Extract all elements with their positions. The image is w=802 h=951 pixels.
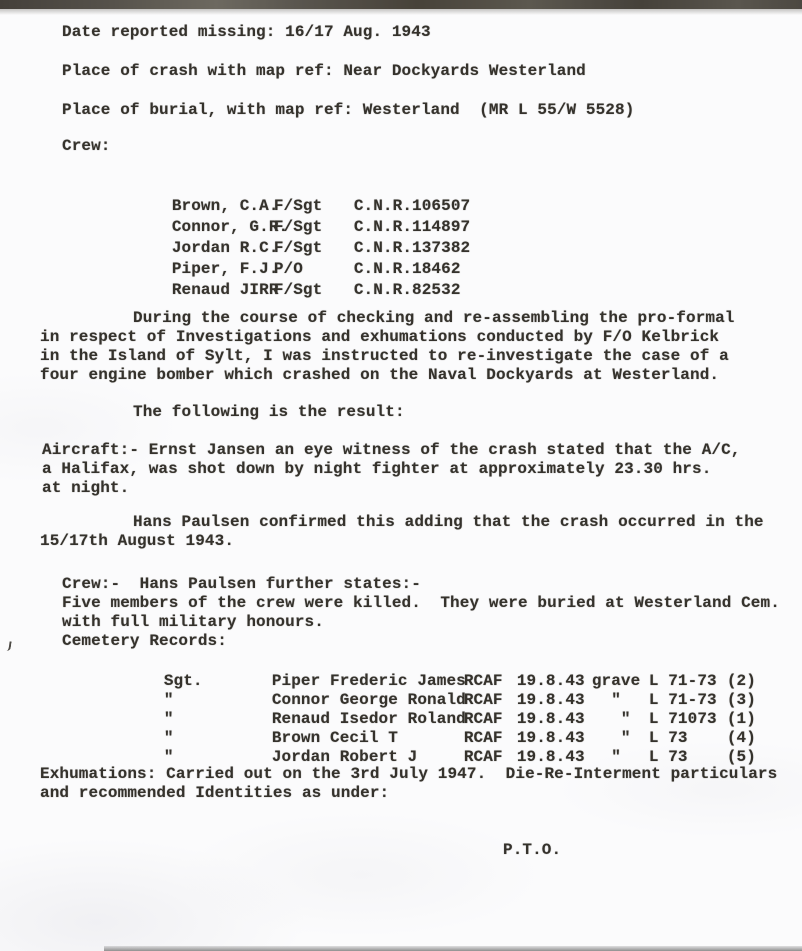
paragraph-crew-statement-line: with full military honours.: [62, 613, 324, 631]
record-date: 19.8.43: [516, 748, 585, 766]
record-rank: ": [163, 691, 174, 709]
paragraph-exhumations-line: Exhumations: Carried out on the 3rd July 1947. Die-Re-Interment particulars: [40, 765, 778, 783]
record-grave-ref: L 73: [648, 729, 688, 747]
crew-name: Jordan R.C.: [171, 239, 279, 257]
crew-service-number: C.N.R.106507: [353, 197, 471, 215]
crew-service-number: C.N.R.114897: [353, 218, 471, 236]
crew-name: Renaud JIRR: [171, 281, 279, 299]
paragraph-crew-statement-line: Five members of the crew were killed. They were buried at Westerland Cem.: [62, 594, 780, 612]
record-rank: Sgt.: [163, 672, 203, 690]
paragraph-aircraft-line: Aircraft:- Ernst Jansen an eye witness of the crash stated that the A/C,: [42, 441, 741, 459]
paragraph-crew-statement-line: Crew:- Hans Paulsen further states:-: [62, 575, 421, 593]
record-name: Connor George Ronald: [271, 691, 466, 709]
crew-heading: Crew:: [62, 137, 111, 155]
record-force: RCAF: [463, 691, 503, 709]
paragraph-checking-line: During the course of checking and re-assembling the pro-formal: [133, 309, 735, 327]
record-rank: ": [163, 748, 174, 766]
crew-rank: F/Sgt: [273, 218, 323, 236]
record-force: RCAF: [463, 748, 503, 766]
field-place-of-burial: Place of burial, with map ref: Westerland (MR L 55/W 5528): [62, 101, 635, 119]
record-grave-ref: L 71-73: [648, 672, 717, 690]
crew-rank: F/Sgt: [273, 239, 323, 257]
record-date: 19.8.43: [516, 710, 585, 728]
crew-rank: F/Sgt: [273, 197, 323, 215]
record-name: Brown Cecil T: [271, 729, 398, 747]
crew-name: Piper, F.J.: [171, 260, 279, 278]
paragraph-paulsen-line: Hans Paulsen confirmed this adding that the crash occurred in the: [133, 513, 764, 531]
record-name: Jordan Robert J: [271, 748, 418, 766]
cemetery-records-heading: Cemetery Records:: [62, 632, 227, 650]
record-rank: ": [163, 710, 174, 728]
record-name: Renaud Isedor Roland: [271, 710, 466, 728]
paragraph-checking-line: in the Island of Sylt, I was instructed to re-investigate the case of a: [40, 347, 729, 365]
record-sequence: (4): [726, 729, 756, 747]
paragraph-aircraft-line: at night.: [42, 479, 130, 497]
record-force: RCAF: [463, 672, 503, 690]
crew-service-number: C.N.R.18462: [353, 260, 461, 278]
record-grave-word: ": [591, 748, 621, 766]
record-grave-word: ": [591, 729, 631, 747]
record-grave-word: ": [591, 710, 631, 728]
record-grave-word: grave: [591, 672, 641, 690]
record-sequence: (5): [726, 748, 756, 766]
record-date: 19.8.43: [516, 691, 585, 709]
crew-rank: P/O: [273, 260, 303, 278]
crew-service-number: C.N.R.137382: [353, 239, 471, 257]
record-date: 19.8.43: [516, 729, 585, 747]
crew-service-number: C.N.R.82532: [353, 281, 461, 299]
record-grave-ref: L 71-73: [648, 691, 717, 709]
record-grave-ref: L 73: [648, 748, 688, 766]
field-place-of-crash: Place of crash with map ref: Near Dockyards Westerland: [62, 62, 586, 80]
record-force: RCAF: [463, 729, 503, 747]
paragraph-aircraft-line: a Halifax, was shot down by night fighter at approximately 23.30 hrs.: [42, 460, 712, 478]
record-sequence: (3): [726, 691, 756, 709]
scan-edge-bottom: [104, 946, 802, 951]
paragraph-exhumations-line: and recommended Identities as under:: [40, 784, 390, 802]
crew-rank: F/Sgt: [273, 281, 323, 299]
paragraph-checking-line: in respect of Investigations and exhumations conducted by F/O Kelbrick: [40, 328, 720, 346]
paragraph-checking-line: four engine bomber which crashed on the Naval Dockyards at Westerland.: [40, 366, 720, 384]
record-sequence: (2): [726, 672, 756, 690]
crew-name: Connor, G.R.: [171, 218, 289, 236]
record-grave-word: ": [591, 691, 621, 709]
scan-edge-top: [0, 0, 802, 9]
scan-ink-speck: [4, 641, 11, 652]
scan-edge-top-shadow: [0, 9, 802, 15]
record-rank: ": [163, 729, 174, 747]
record-date: 19.8.43: [516, 672, 585, 690]
field-date-reported-missing: Date reported missing: 16/17 Aug. 1943: [62, 23, 431, 41]
record-name: Piper Frederic James: [271, 672, 466, 690]
crew-name: Brown, C.A.: [171, 197, 279, 215]
record-force: RCAF: [463, 710, 503, 728]
paragraph-paulsen-line: 15/17th August 1943.: [40, 532, 235, 550]
pto-footer: P.T.O.: [503, 841, 562, 859]
record-sequence: (1): [726, 710, 756, 728]
result-intro-line: The following is the result:: [133, 403, 405, 421]
record-grave-ref: L 71073: [648, 710, 717, 728]
